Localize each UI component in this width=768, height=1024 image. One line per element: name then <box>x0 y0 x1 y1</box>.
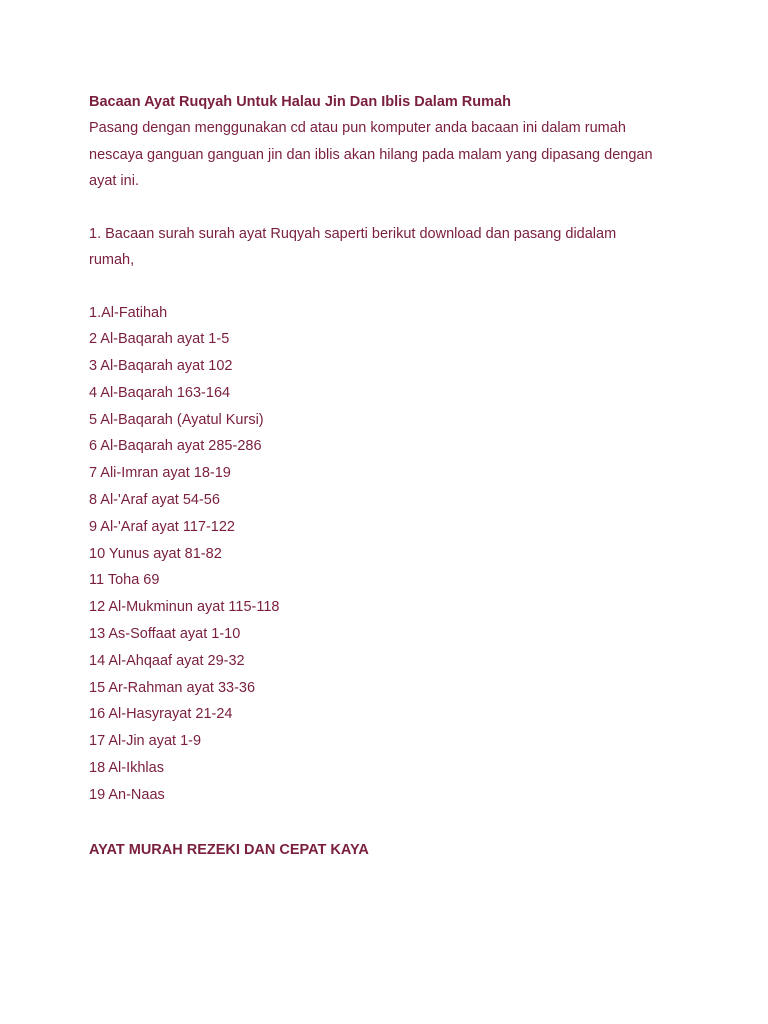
intro-line-3: ayat ini. <box>89 173 139 189</box>
list-item: 12 Al-Mukminun ayat 115-118 <box>89 599 280 616</box>
list-item: 18 Al-Ikhlas <box>89 760 164 777</box>
document-title: Bacaan Ayat Ruqyah Untuk Halau Jin Dan Iblis Dalam Rumah <box>89 94 511 110</box>
list-item: 1.Al-Fatihah <box>89 304 168 321</box>
list-item: 7 Ali-Imran ayat 18-19 <box>89 465 231 482</box>
list-item: 14 Al-Ahqaaf ayat 29-32 <box>89 652 245 669</box>
instruction-line-2: rumah, <box>89 252 135 268</box>
list-item: 13 As-Soffaat ayat 1-10 <box>89 626 241 643</box>
list-item: 6 Al-Baqarah ayat 285-286 <box>89 438 262 455</box>
list-item: 3 Al-Baqarah ayat 102 <box>89 358 233 375</box>
intro-line-1: Pasang dengan menggunakan cd atau pun komputer anda bacaan ini dalam rumah <box>89 120 626 136</box>
intro-line-2: nescaya ganguan ganguan jin dan iblis akan hilang pada malam yang dipasang dengan <box>89 146 653 163</box>
list-item: 2 Al-Baqarah ayat 1-5 <box>89 331 230 348</box>
list-item: 17 Al-Jin ayat 1-9 <box>89 733 202 750</box>
list-item: 5 Al-Baqarah (Ayatul Kursi) <box>89 411 264 428</box>
list-item: 4 Al-Baqarah 163-164 <box>89 384 231 401</box>
document-page <box>89 90 689 863</box>
surah-list <box>89 300 689 809</box>
list-item: 15 Ar-Rahman ayat 33-36 <box>89 679 256 696</box>
paragraph-spacer <box>89 274 689 300</box>
list-item: 19 An-Naas <box>89 786 165 803</box>
instruction-line-1: 1. Bacaan surah surah ayat Ruqyah saperti berikut download dan pasang didalam <box>89 225 617 242</box>
section-heading: AYAT MURAH REZEKI DAN CEPAT KAYA <box>89 841 369 858</box>
paragraph-spacer <box>89 195 689 221</box>
list-item: 8 Al-'Araf ayat 54-56 <box>89 492 220 509</box>
list-item: 9 Al-'Araf ayat 117-122 <box>89 518 235 535</box>
list-item: 10 Yunus ayat 81-82 <box>89 545 222 562</box>
list-item: 11 Toha 69 <box>89 572 160 589</box>
list-item: 16 Al-Hasyrayat 21-24 <box>89 706 233 723</box>
